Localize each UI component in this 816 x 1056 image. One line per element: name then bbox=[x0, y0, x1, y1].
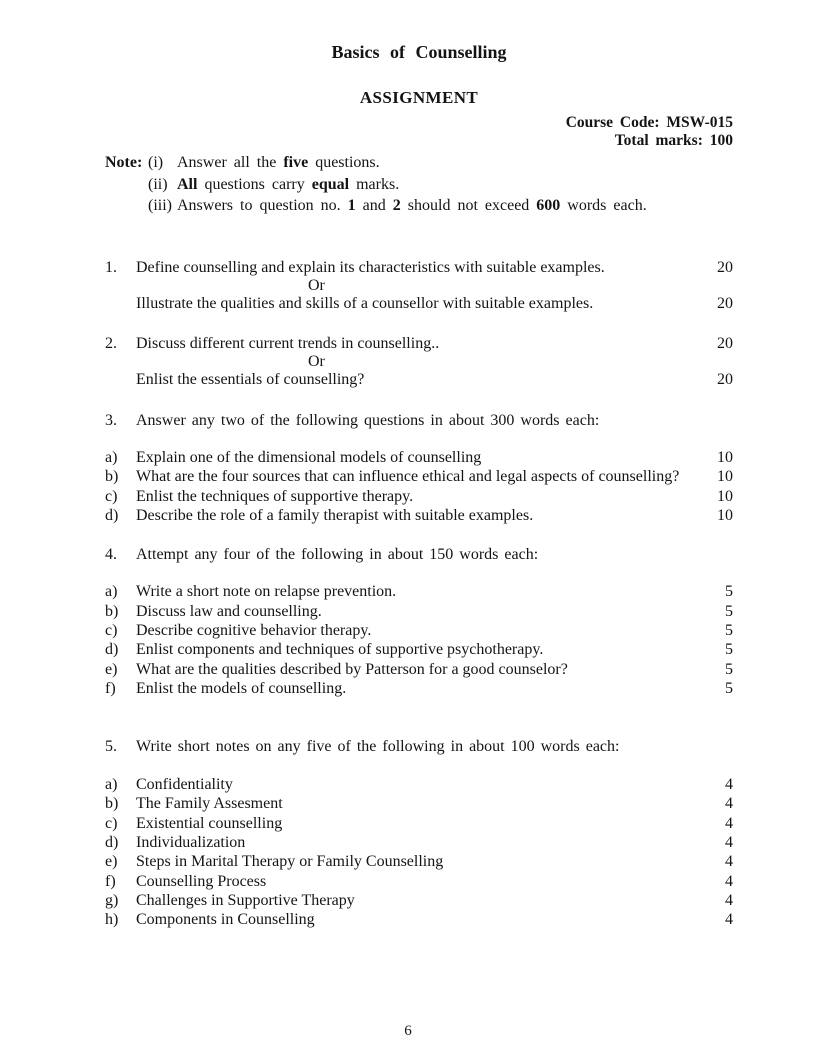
page-number: 6 bbox=[404, 1023, 412, 1039]
alternative-question-row bbox=[105, 370, 733, 389]
sub-question-marks: 4 bbox=[725, 891, 733, 909]
alt-spacer bbox=[105, 370, 136, 389]
sub-question-text: Steps in Marital Therapy or Family Counselling bbox=[136, 853, 444, 871]
page-footer bbox=[0, 1022, 816, 1040]
course-title: Basics of Counselling bbox=[331, 42, 507, 62]
note-item-text: Answer all the five questions. bbox=[177, 154, 380, 171]
sub-question-label: c) bbox=[105, 622, 118, 640]
sub-question-label: e) bbox=[105, 853, 118, 871]
sub-question-label: b) bbox=[105, 468, 119, 486]
sub-question-row bbox=[105, 487, 733, 506]
note-item-number: (iii) bbox=[148, 197, 172, 214]
sub-question-text: Describe the role of a family therapist with suitable examples. bbox=[136, 506, 534, 524]
alternative-question-text: Enlist the essentials of counselling? bbox=[136, 371, 365, 389]
sub-questions bbox=[105, 448, 733, 525]
sub-question-label: b) bbox=[105, 795, 119, 813]
sub-question-label: g) bbox=[105, 891, 119, 909]
alternative-question-row bbox=[105, 294, 733, 313]
alt-spacer bbox=[105, 294, 136, 313]
sub-question-row bbox=[105, 910, 733, 929]
sub-question-text: Enlist the models of counselling. bbox=[136, 679, 347, 697]
sub-question-text: Individualization bbox=[136, 833, 246, 851]
sub-question-text: Explain one of the dimensional models of counselling bbox=[136, 448, 482, 466]
or-marks-spacer bbox=[697, 277, 733, 294]
or-spacer bbox=[105, 353, 136, 370]
sub-question-label: f) bbox=[105, 872, 116, 890]
sub-question-row bbox=[105, 679, 733, 698]
sub-question-marks: 4 bbox=[725, 776, 733, 794]
question-block bbox=[105, 737, 733, 930]
alternative-question-marks: 20 bbox=[717, 294, 733, 312]
sub-question-label: d) bbox=[105, 641, 119, 659]
sub-question-text: What are the qualities described by Patterson for a good counselor? bbox=[136, 660, 568, 678]
sub-question-label: f) bbox=[105, 679, 116, 697]
question-marks bbox=[697, 411, 733, 430]
question-text: Attempt any four of the following in about 150 words each: bbox=[136, 546, 539, 564]
sub-question-row bbox=[105, 775, 733, 794]
sub-question-label: a) bbox=[105, 583, 118, 601]
sub-question-marks: 4 bbox=[725, 872, 733, 890]
sub-question-label: h) bbox=[105, 911, 119, 929]
assignment-title: ASSIGNMENT bbox=[359, 88, 479, 107]
note-item-text: All questions carry equal marks. bbox=[177, 175, 400, 193]
question-number: 2. bbox=[105, 335, 117, 353]
sub-question-row bbox=[105, 640, 733, 659]
question-text: Write short notes on any five of the following in about 100 words each: bbox=[136, 737, 620, 755]
course-code: Course Code: MSW-015 bbox=[565, 114, 733, 131]
sub-question-text: Confidentiality bbox=[136, 776, 233, 794]
sub-question-text: Counselling Process bbox=[136, 872, 267, 890]
sub-question-marks: 4 bbox=[725, 911, 733, 929]
sub-question-label: c) bbox=[105, 814, 118, 832]
question-text: Answer any two of the following questions in about 300 words each: bbox=[136, 411, 600, 429]
question-row bbox=[105, 737, 733, 756]
sub-question-text: Existential counselling bbox=[136, 814, 283, 832]
sub-question-marks: 10 bbox=[717, 468, 733, 486]
question-row bbox=[105, 334, 733, 353]
sub-question-marks: 4 bbox=[725, 833, 733, 851]
sub-question-marks: 10 bbox=[717, 506, 733, 524]
sub-questions bbox=[105, 582, 733, 698]
sub-question-row bbox=[105, 891, 733, 910]
sub-question-row bbox=[105, 872, 733, 891]
sub-question-marks: 4 bbox=[725, 853, 733, 871]
question-number: 3. bbox=[105, 411, 117, 429]
or-label: Or bbox=[308, 276, 325, 294]
sub-question-text: Challenges in Supportive Therapy bbox=[136, 891, 355, 909]
note-label: Note: bbox=[105, 154, 143, 171]
sub-question-text: Enlist the techniques of supportive therapy. bbox=[136, 487, 414, 505]
sub-question-label: a) bbox=[105, 448, 118, 466]
sub-question-row bbox=[105, 506, 733, 525]
note-item-text: Answers to question no. 1 and 2 should not exceed 600 words each. bbox=[177, 197, 647, 214]
question-block bbox=[105, 545, 733, 698]
sub-question-text: Enlist components and techniques of supportive psychotherapy. bbox=[136, 641, 544, 659]
note-item bbox=[148, 152, 733, 174]
sub-question-text: What are the four sources that can influence ethical and legal aspects of counselling? bbox=[136, 468, 680, 486]
or-marks-spacer bbox=[697, 353, 733, 370]
sub-question-marks: 10 bbox=[717, 448, 733, 466]
or-divider bbox=[105, 277, 733, 294]
sub-question-row bbox=[105, 448, 733, 467]
sub-question-marks: 10 bbox=[717, 487, 733, 505]
sub-question-text: The Family Assesment bbox=[136, 795, 283, 813]
sub-question-marks: 5 bbox=[725, 679, 733, 697]
sub-question-label: b) bbox=[105, 602, 119, 620]
sub-question-marks: 4 bbox=[725, 795, 733, 813]
question-marks: 20 bbox=[717, 335, 733, 353]
sub-question-text: Write a short note on relapse prevention. bbox=[136, 583, 397, 601]
sub-question-row bbox=[105, 833, 733, 852]
question-marks bbox=[697, 545, 733, 564]
note-item bbox=[148, 195, 733, 217]
question-number: 5. bbox=[105, 737, 117, 755]
note-item-number: (i) bbox=[148, 154, 164, 171]
sub-question-row bbox=[105, 602, 733, 621]
sub-question-label: c) bbox=[105, 487, 118, 505]
question-row bbox=[105, 258, 733, 277]
sub-question-row bbox=[105, 814, 733, 833]
note-section bbox=[105, 152, 733, 217]
question-number: 1. bbox=[105, 258, 117, 276]
sub-question-row bbox=[105, 852, 733, 871]
alternative-question-marks: 20 bbox=[717, 371, 733, 389]
question-text: Define counselling and explain its characteristics with suitable examples. bbox=[136, 258, 605, 276]
question-marks bbox=[697, 737, 733, 756]
course-meta bbox=[105, 114, 733, 150]
question-number: 4. bbox=[105, 546, 117, 564]
sub-question-marks: 5 bbox=[725, 583, 733, 601]
sub-question-row bbox=[105, 467, 733, 486]
sub-question-row bbox=[105, 582, 733, 601]
sub-question-marks: 4 bbox=[725, 814, 733, 832]
alternative-question-text: Illustrate the qualities and skills of a counsellor with suitable examples. bbox=[136, 294, 594, 312]
sub-question-label: e) bbox=[105, 660, 118, 678]
note-items bbox=[148, 152, 733, 217]
sub-question-label: d) bbox=[105, 833, 119, 851]
sub-question-label: d) bbox=[105, 506, 119, 524]
or-label: Or bbox=[308, 353, 325, 371]
sub-question-text: Describe cognitive behavior therapy. bbox=[136, 622, 372, 640]
question-marks: 20 bbox=[717, 258, 733, 276]
sub-question-text: Discuss law and counselling. bbox=[136, 602, 322, 620]
note-item bbox=[148, 174, 733, 196]
sub-question-label: a) bbox=[105, 776, 118, 794]
questions-list bbox=[105, 258, 733, 930]
question-text: Discuss different current trends in counselling.. bbox=[136, 335, 440, 353]
sub-question-row bbox=[105, 660, 733, 679]
or-divider bbox=[105, 353, 733, 370]
note-item-number: (ii) bbox=[148, 175, 168, 193]
total-marks: Total marks: 100 bbox=[614, 132, 733, 149]
question-row bbox=[105, 545, 733, 564]
sub-question-marks: 5 bbox=[725, 602, 733, 620]
sub-question-marks: 5 bbox=[725, 660, 733, 678]
sub-questions bbox=[105, 775, 733, 929]
sub-question-row bbox=[105, 794, 733, 813]
question-row bbox=[105, 411, 733, 430]
question-block bbox=[105, 258, 733, 314]
sub-question-marks: 5 bbox=[725, 622, 733, 640]
sub-question-marks: 5 bbox=[725, 641, 733, 659]
sub-question-text: Components in Counselling bbox=[136, 911, 315, 929]
question-block bbox=[105, 334, 733, 390]
or-spacer bbox=[105, 277, 136, 294]
question-block bbox=[105, 411, 733, 525]
sub-question-row bbox=[105, 621, 733, 640]
